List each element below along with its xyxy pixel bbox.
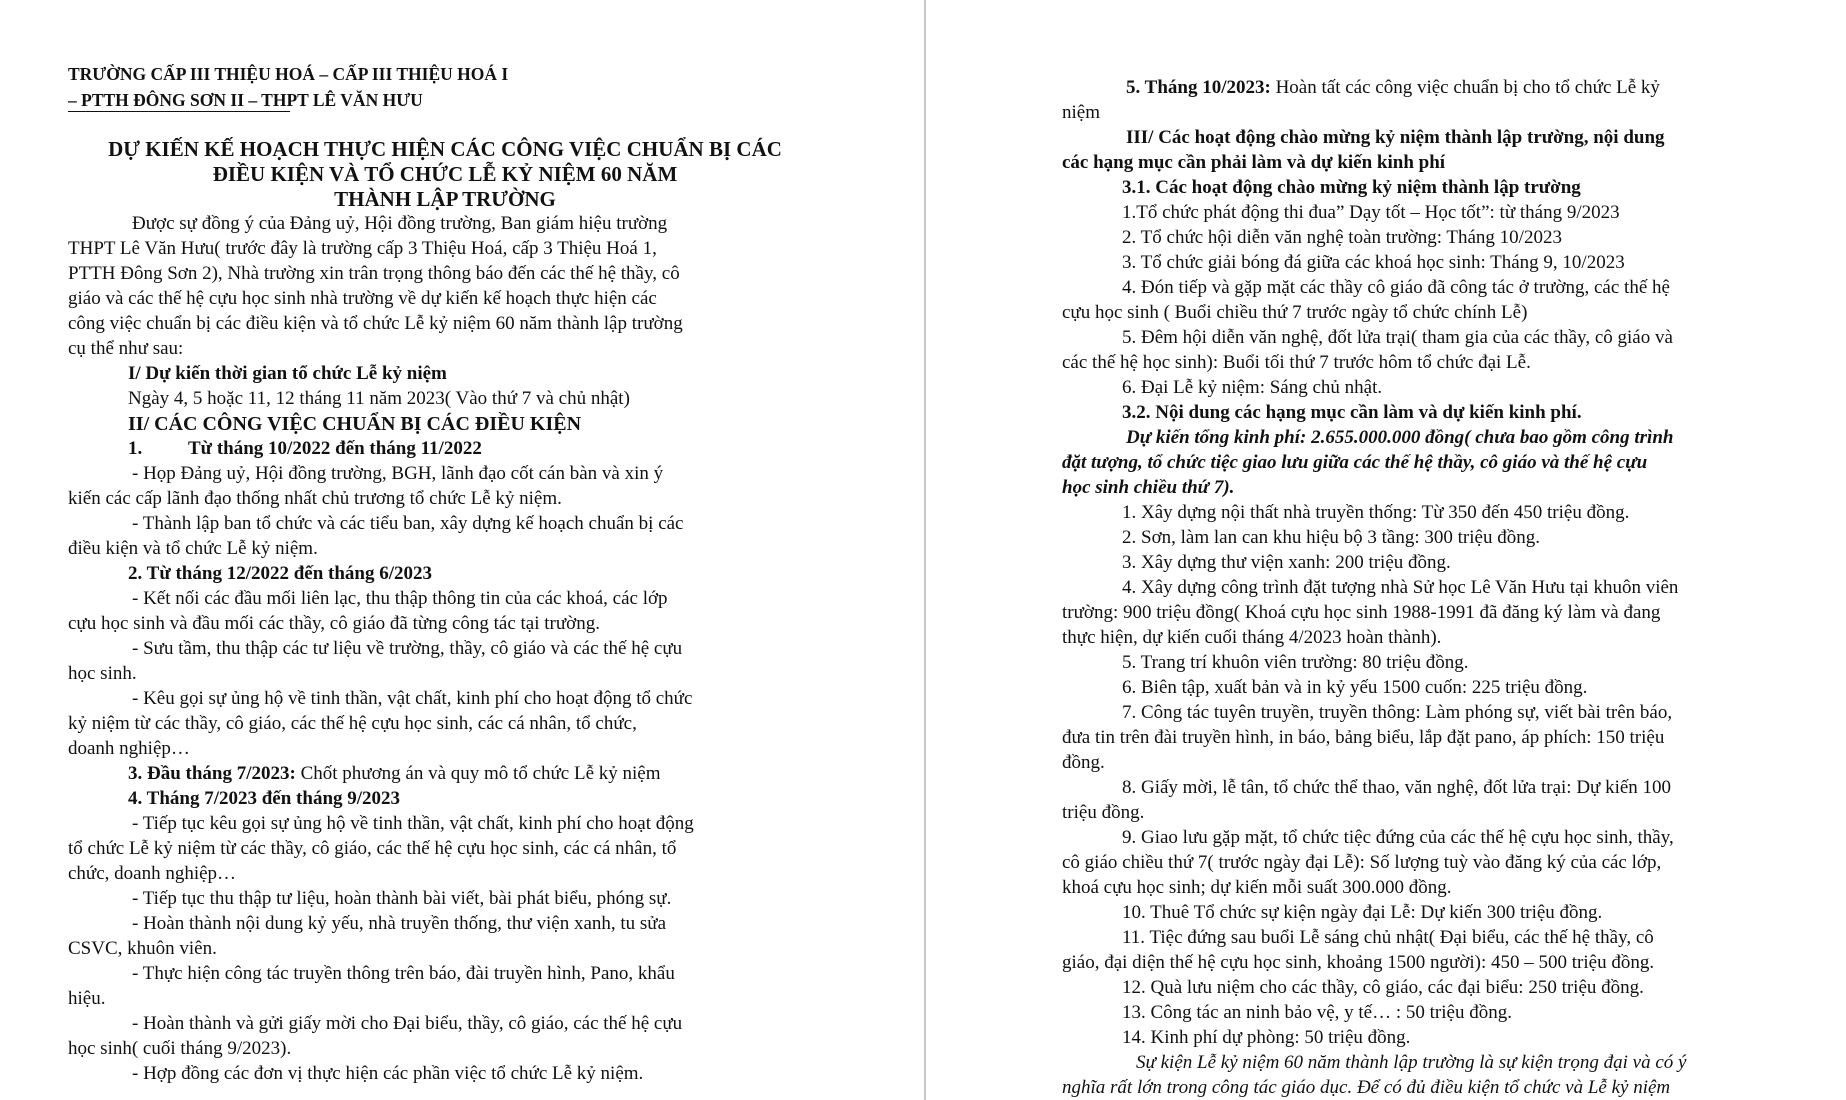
section-1-text: Ngày 4, 5 hoặc 11, 12 tháng 11 năm 2023( Vào thứ 7 và chủ nhật) bbox=[128, 388, 630, 409]
subsection-2-line: - Kết nối các đầu mối liên lạc, thu thập thông tin của các khoá, các lớp bbox=[132, 588, 668, 609]
budget-item-line: cô giáo chiều thứ 7( trước ngày đại Lễ): Số lượng tuỳ vào đăng ký của các lớp, bbox=[1062, 852, 1662, 873]
school-header-line1: TRƯỜNG CẤP III THIỆU HOÁ – CẤP III THIỆU HOÁ I bbox=[68, 64, 509, 84]
section-2-heading: II/ CÁC CÔNG VIỆC CHUẨN BỊ CÁC ĐIỀU KIỆN bbox=[128, 413, 582, 435]
budget-item-line: đồng. bbox=[1062, 752, 1105, 773]
subsection-4-line: - Hoàn thành nội dung kỷ yếu, nhà truyền thống, thư viện xanh, tu sửa bbox=[132, 913, 667, 934]
total-budget-line: Dự kiến tổng kinh phí: 2.655.000.000 đồng( chưa bao gồm công trình bbox=[1126, 427, 1674, 448]
subsection-3 bbox=[128, 762, 661, 786]
budget-item-line: 13. Công tác an ninh bảo vệ, y tế… : 50 triệu đồng. bbox=[1122, 1002, 1512, 1023]
subsection-2-line: doanh nghiệp… bbox=[68, 738, 190, 759]
budget-item-line: 10. Thuê Tổ chức sự kiện ngày đại Lễ: Dự kiến 300 triệu đồng. bbox=[1122, 902, 1603, 923]
budget-item-line: trường: 900 triệu đồng( Khoá cựu học sinh 1988-1991 đã đăng ký làm và đang bbox=[1062, 602, 1661, 623]
subsection-2-title: 2. Từ tháng 12/2022 đến tháng 6/2023 bbox=[128, 563, 433, 584]
intro-line: Được sự đồng ý của Đảng uỷ, Hội đồng trường, Ban giám hiệu trường bbox=[132, 213, 668, 234]
subsection-4-line: - Thực hiện công tác truyền thông trên báo, đài truyền hình, Pano, khẩu bbox=[132, 963, 675, 984]
budget-item-line: 11. Tiệc đứng sau buổi Lễ sáng chủ nhật( Đại biểu, các thế hệ thầy, cô bbox=[1122, 927, 1654, 948]
budget-item-line: đưa tin trên đài truyền hình, in báo, bảng biểu, lắp đặt pano, áp phích: 150 triệu bbox=[1062, 727, 1665, 748]
subsection-5-text: Hoàn tất các công việc chuẩn bị cho tổ chức Lễ kỷ bbox=[1270, 77, 1660, 98]
budget-item-line: 3. Xây dựng thư viện xanh: 200 triệu đồng. bbox=[1122, 552, 1451, 573]
intro-line: THPT Lê Văn Hưu( trước đây là trường cấp 3 Thiệu Hoá, cấp 3 Thiệu Hoá 1, bbox=[68, 238, 657, 259]
total-budget-line: đặt tượng, tổ chức tiệc giao lưu giữa các thế hệ thầy, cô giáo và thế hệ cựu bbox=[1062, 452, 1648, 473]
subsection-1-line: điều kiện và tổ chức Lễ kỷ niệm. bbox=[68, 538, 318, 559]
subsection-4-line: học sinh( cuối tháng 9/2023). bbox=[68, 1038, 292, 1059]
document-title-line3: THÀNH LẬP TRƯỜNG bbox=[334, 187, 556, 211]
budget-item-line: 6. Biên tập, xuất bản và in kỷ yếu 1500 cuốn: 225 triệu đồng. bbox=[1122, 677, 1588, 698]
budget-item-line: 12. Quà lưu niệm cho các thầy, cô giáo, các đại biểu: 250 triệu đồng. bbox=[1122, 977, 1644, 998]
subsection-3-text: Chốt phương án và quy mô tổ chức Lễ kỷ niệm bbox=[295, 763, 661, 784]
intro-line: giáo và các thế hệ cựu học sinh nhà trường về dự kiến kế hoạch thực hiện các bbox=[68, 288, 657, 309]
subsection-4-line: - Tiếp tục kêu gọi sự ủng hộ về tinh thần, vật chất, kinh phí cho hoạt động bbox=[132, 813, 694, 834]
subsection-5-continuation: niệm bbox=[1062, 102, 1100, 123]
right-page bbox=[926, 0, 1846, 1100]
intro-line: PTTH Đông Sơn 2), Nhà trường xin trân trọng thông báo đến các thế hệ thầy, cô bbox=[68, 263, 680, 284]
subsection-5 bbox=[1126, 76, 1660, 100]
subsection-4-line: chức, doanh nghiệp… bbox=[68, 863, 237, 884]
activity-line: 1.Tổ chức phát động thi đua” Dạy tốt – Học tốt”: từ tháng 9/2023 bbox=[1122, 202, 1620, 223]
budget-item-line: triệu đồng. bbox=[1062, 802, 1145, 823]
intro-line: cụ thể như sau: bbox=[68, 338, 184, 359]
closing-line: nghĩa rất lớn trong công tác giáo dục. Để có đủ điều kiện tổ chức và Lễ kỷ niệm bbox=[1062, 1077, 1671, 1098]
subsection-2-line: kỷ niệm từ các thầy, cô giáo, các thế hệ cựu học sinh, các cá nhân, tổ chức, bbox=[68, 713, 637, 734]
subsection-1-line: kiến các cấp lãnh đạo thống nhất chủ trương tổ chức Lễ kỷ niệm. bbox=[68, 488, 562, 509]
activity-line: cựu học sinh ( Buổi chiều thứ 7 trước ngày tổ chức chính Lễ) bbox=[1062, 302, 1528, 323]
budget-item-line: 5. Trang trí khuôn viên trường: 80 triệu đồng. bbox=[1122, 652, 1469, 673]
budget-item-line: 8. Giấy mời, lễ tân, tổ chức thể thao, văn nghệ, đốt lửa trại: Dự kiến 100 bbox=[1122, 777, 1672, 798]
budget-item-line: thực hiện, dự kiến cuối tháng 4/2023 hoàn thành). bbox=[1062, 627, 1442, 648]
subsection-1-line: - Họp Đảng uỷ, Hội đồng trường, BGH, lãnh đạo cốt cán bàn và xin ý bbox=[132, 463, 664, 484]
school-header-line2: – PTTH ĐÔNG SƠN II – THPT LÊ VĂN HƯU bbox=[68, 90, 423, 110]
subsection-3-2-heading: 3.2. Nội dung các hạng mục cần làm và dự kiến kinh phí. bbox=[1122, 402, 1582, 423]
activity-line: 4. Đón tiếp và gặp mặt các thầy cô giáo đã công tác ở trường, các thế hệ bbox=[1122, 277, 1670, 298]
total-budget-line: học sinh chiều thứ 7). bbox=[1062, 477, 1235, 498]
budget-item-line: 7. Công tác tuyên truyền, truyền thông: Làm phóng sự, viết bài trên báo, bbox=[1122, 702, 1673, 723]
budget-item-line: 2. Sơn, làm lan can khu hiệu bộ 3 tầng: 300 triệu đồng. bbox=[1122, 527, 1540, 548]
subsection-4-title: 4. Tháng 7/2023 đến tháng 9/2023 bbox=[128, 788, 401, 809]
budget-item-line: khoá cựu học sinh; dự kiến mỗi suất 300.000 đồng. bbox=[1062, 877, 1452, 898]
budget-item-line: 1. Xây dựng nội thất nhà truyền thống: Từ 350 đến 450 triệu đồng. bbox=[1122, 502, 1630, 523]
subsection-4-line: CSVC, khuôn viên. bbox=[68, 938, 217, 959]
activity-line: các thế hệ học sinh): Buổi tối thứ 7 trước hôm tổ chức đại Lễ. bbox=[1062, 352, 1531, 373]
budget-item-line: 9. Giao lưu gặp mặt, tổ chức tiệc đứng của các thế hệ cựu học sinh, thầy, bbox=[1122, 827, 1674, 848]
subsection-1-title: Từ tháng 10/2022 đến tháng 11/2022 bbox=[188, 438, 482, 459]
subsection-4-line: hiệu. bbox=[68, 988, 106, 1009]
document-title-line1: DỰ KIẾN KẾ HOẠCH THỰC HIỆN CÁC CÔNG VIỆC CHUẨN BỊ CÁC bbox=[108, 137, 782, 161]
subsection-2-line: - Kêu gọi sự ủng hộ về tinh thần, vật chất, kinh phí cho hoạt động tổ chức bbox=[132, 688, 693, 709]
subsection-3-1-heading: 3.1. Các hoạt động chào mừng kỷ niệm thành lập trường bbox=[1122, 177, 1581, 198]
closing-line: Sự kiện Lễ kỷ niệm 60 năm thành lập trường là sự kiện trọng đại và có ý bbox=[1136, 1052, 1687, 1073]
header-underline bbox=[68, 111, 290, 112]
activity-line: 3. Tổ chức giải bóng đá giữa các khoá học sinh: Tháng 9, 10/2023 bbox=[1122, 252, 1625, 273]
budget-item-line: 14. Kinh phí dự phòng: 50 triệu đồng. bbox=[1122, 1027, 1411, 1048]
subsection-2-line: - Sưu tầm, thu thập các tư liệu về trường, thầy, cô giáo và các thế hệ cựu bbox=[132, 638, 683, 659]
budget-item-line: giáo, đại diện thế hệ cựu học sinh, khoảng 1500 người): 450 – 500 triệu đồng. bbox=[1062, 952, 1655, 973]
activity-line: 6. Đại Lễ kỷ niệm: Sáng chủ nhật. bbox=[1122, 377, 1383, 398]
subsection-1-number: 1. bbox=[128, 438, 143, 459]
budget-item-line: 4. Xây dựng công trình đặt tượng nhà Sử học Lê Văn Hưu tại khuôn viên bbox=[1122, 577, 1679, 598]
subsection-4-line: - Hoàn thành và gửi giấy mời cho Đại biểu, thầy, cô giáo, các thế hệ cựu bbox=[132, 1013, 683, 1034]
subsection-3-title: 3. Đầu tháng 7/2023: bbox=[128, 763, 296, 784]
activity-line: 5. Đêm hội diễn văn nghệ, đốt lửa trại( tham gia của các thầy, cô giáo và bbox=[1122, 327, 1673, 348]
subsection-4-line: - Hợp đồng các đơn vị thực hiện các phần việc tổ chức Lễ kỷ niệm. bbox=[132, 1063, 644, 1084]
subsection-2-line: học sinh. bbox=[68, 663, 137, 684]
subsection-2-line: cựu học sinh và đầu mối các thầy, cô giáo đã từng công tác tại trường. bbox=[68, 613, 600, 634]
subsection-4-line: - Tiếp tục thu thập tư liệu, hoàn thành bài viết, bài phát biểu, phóng sự. bbox=[132, 888, 672, 909]
section-1-heading: I/ Dự kiến thời gian tổ chức Lễ kỷ niệm bbox=[128, 363, 447, 384]
section-3-heading-line2: các hạng mục cần phải làm và dự kiến kinh phí bbox=[1062, 152, 1446, 173]
subsection-4-line: tổ chức Lễ kỷ niệm từ các thầy, cô giáo, các thế hệ cựu học sinh, các cá nhân, tổ bbox=[68, 838, 677, 859]
intro-line: công việc chuẩn bị các điều kiện và tổ chức Lễ kỷ niệm 60 năm thành lập trường bbox=[68, 313, 683, 334]
document-title-line2: ĐIỀU KIỆN VÀ TỔ CHỨC LỄ KỶ NIỆM 60 NĂM bbox=[212, 162, 678, 186]
section-3-heading-line1: III/ Các hoạt động chào mừng kỷ niệm thành lập trường, nội dung bbox=[1126, 127, 1665, 148]
subsection-1-line: - Thành lập ban tổ chức và các tiểu ban, xây dựng kế hoạch chuẩn bị các bbox=[132, 513, 684, 534]
subsection-5-title: 5. Tháng 10/2023: bbox=[1126, 77, 1271, 98]
activity-line: 2. Tổ chức hội diễn văn nghệ toàn trường: Tháng 10/2023 bbox=[1122, 227, 1562, 248]
